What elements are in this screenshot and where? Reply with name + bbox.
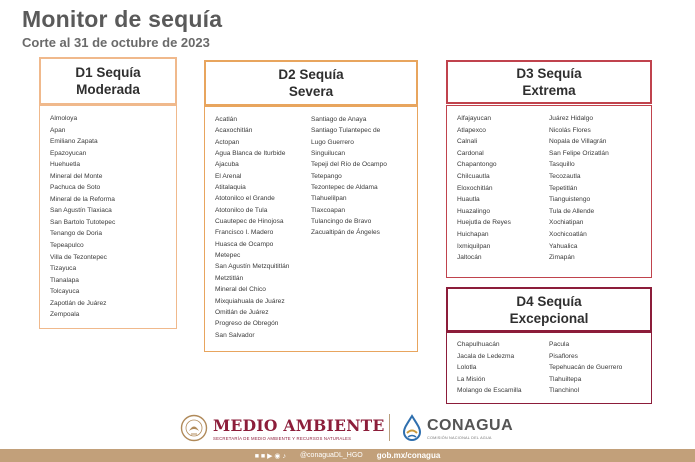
social-handle: @conaguaDL_HGO bbox=[299, 452, 363, 459]
municipality-item: Tepehuacán de Guerrero bbox=[549, 364, 623, 372]
municipality-item: Huasca de Ocampo bbox=[215, 240, 274, 248]
d1-header bbox=[39, 57, 177, 105]
municipality-item: Chilcuautla bbox=[457, 172, 490, 180]
municipality-item: Pacula bbox=[549, 341, 570, 348]
municipality-item: Xochiatipan bbox=[549, 219, 584, 227]
municipality-item: Pachuca de Soto bbox=[50, 184, 101, 192]
municipality-item: Tlanalapa bbox=[50, 276, 79, 284]
municipality-item: San Bartolo Tutotepec bbox=[50, 218, 116, 226]
social-icons: ■ ■ ▶ ◉ ♪ bbox=[254, 452, 286, 460]
d2-title-line2: Severa bbox=[288, 84, 334, 99]
d3-column-2 bbox=[549, 113, 609, 264]
d2-header bbox=[204, 60, 418, 106]
municipality-item: Mixquiahuala de Juárez bbox=[215, 297, 285, 305]
municipality-item: Santiago de Anaya bbox=[311, 116, 367, 123]
municipality-item: Tepetitlán bbox=[549, 184, 578, 192]
municipality-item: San Agustín Tlaxiaca bbox=[50, 207, 112, 215]
municipality-item: Zimapán bbox=[549, 254, 575, 262]
municipality-item: Atotonilco de Tula bbox=[215, 206, 268, 214]
d2-column-2 bbox=[311, 114, 387, 239]
municipality-item: Atitalaquia bbox=[215, 184, 246, 192]
municipality-item: Nicolás Flores bbox=[549, 126, 591, 134]
municipality-item: Tolcayuca bbox=[50, 288, 80, 296]
municipality-item: Alfajayucan bbox=[457, 115, 492, 122]
footer-band bbox=[0, 449, 695, 462]
municipality-item: Emiliano Zapata bbox=[50, 138, 98, 146]
municipality-item: Metepec bbox=[215, 252, 241, 260]
mexico-emblem-icon bbox=[180, 414, 208, 442]
municipality-item: Tenango de Doria bbox=[50, 230, 103, 238]
municipality-item: Atotonilco el Grande bbox=[215, 195, 275, 203]
municipality-item: Tizayuca bbox=[50, 265, 77, 273]
municipality-item: Mineral del Chico bbox=[215, 286, 266, 294]
d1-title-line2: Moderada bbox=[76, 82, 140, 97]
municipality-item: Cardonal bbox=[457, 149, 484, 157]
municipality-item: Mineral de la Reforma bbox=[50, 195, 115, 203]
municipality-item: Tlahuiltepa bbox=[549, 375, 582, 383]
municipality-item: Apan bbox=[50, 126, 66, 134]
d2-municipality-list bbox=[204, 106, 418, 352]
municipality-item: Epazoyucan bbox=[50, 149, 87, 157]
d1-column-1 bbox=[50, 113, 115, 321]
conagua-logo bbox=[401, 414, 513, 442]
page-title: Monitor de sequía bbox=[22, 6, 223, 32]
municipality-item: Tepeapulco bbox=[50, 242, 84, 250]
municipality-item: Agua Blanca de Iturbide bbox=[215, 150, 286, 158]
municipality-item: Mineral del Monte bbox=[50, 172, 103, 180]
d1-title-line1: D1 Sequía bbox=[75, 65, 141, 80]
municipality-item: Almoloya bbox=[50, 115, 78, 122]
municipality-item: Tulancingo de Bravo bbox=[311, 218, 372, 226]
semarnat-text: SECRETARÍA DE MEDIO AMBIENTE Y RECURSOS NATURALES bbox=[213, 435, 352, 441]
municipality-item: Tepeji del Río de Ocampo bbox=[311, 161, 387, 169]
d3-title-line2: Extrema bbox=[522, 83, 576, 98]
municipality-item: Huichapan bbox=[457, 230, 489, 238]
d4-column-1 bbox=[457, 339, 522, 397]
municipality-item: Tlanchinol bbox=[549, 387, 580, 395]
municipality-item: La Misión bbox=[457, 375, 486, 383]
conagua-subtext: COMISIÓN NACIONAL DEL AGUA bbox=[427, 435, 492, 440]
municipality-item: Villa de Tezontepec bbox=[50, 253, 107, 261]
municipality-item: San Agustín Metzquititlán bbox=[215, 263, 290, 271]
municipality-item: Zapotlán de Juárez bbox=[50, 299, 107, 307]
d3-municipality-list bbox=[446, 105, 652, 278]
municipality-item: Ixmiquilpan bbox=[457, 242, 491, 250]
municipality-item: Tasquillo bbox=[549, 161, 575, 169]
municipality-item: Tetepango bbox=[311, 172, 342, 180]
municipality-item: Zempoala bbox=[50, 311, 80, 319]
municipality-item: Lolotla bbox=[457, 364, 477, 372]
municipality-item: Tlaxcoapan bbox=[311, 206, 346, 214]
municipality-item: Huehuetla bbox=[50, 161, 81, 169]
municipality-item: Ajacuba bbox=[215, 161, 239, 169]
municipality-item: Acaxochitlán bbox=[215, 127, 253, 135]
municipality-item: Pisaflores bbox=[549, 352, 578, 360]
municipality-item: Tlahuelilpan bbox=[311, 195, 347, 203]
municipality-item: Eloxochitlán bbox=[457, 184, 493, 192]
municipality-item: Zacualtipán de Ángeles bbox=[311, 229, 380, 237]
municipality-item: Yahualica bbox=[549, 242, 578, 250]
d4-title-line1: D4 Sequía bbox=[516, 293, 582, 309]
municipality-item: Nopala de Villagrán bbox=[549, 138, 607, 146]
medio-ambiente-text: MEDIO AMBIENTE bbox=[213, 415, 385, 435]
d1-municipality-list bbox=[39, 105, 177, 329]
municipality-item: Chapantongo bbox=[457, 161, 497, 169]
municipality-item: Jaltocán bbox=[457, 254, 482, 262]
d2-title-line1: D2 Sequía bbox=[278, 67, 344, 82]
municipality-item: Molango de Escamilla bbox=[457, 387, 522, 395]
municipality-item: Huazalingo bbox=[457, 207, 490, 215]
municipality-item: Tezontepec de Aldama bbox=[311, 184, 378, 192]
municipality-item: San Salvador bbox=[215, 331, 255, 339]
d3-header bbox=[446, 60, 652, 104]
municipality-item: Xochicoatlán bbox=[549, 230, 587, 238]
municipality-item: Actopan bbox=[215, 138, 240, 146]
d4-header bbox=[446, 287, 652, 332]
municipality-item: Tula de Allende bbox=[549, 207, 595, 215]
municipality-item: Huejutla de Reyes bbox=[457, 219, 511, 227]
municipality-item: Tianguistengo bbox=[549, 196, 591, 204]
municipality-item: El Arenal bbox=[215, 172, 242, 180]
page-subtitle: Corte al 31 de octubre de 2023 bbox=[22, 35, 210, 50]
municipality-item: San Felipe Orizatlán bbox=[549, 149, 609, 157]
municipality-item: Lugo Guerrero bbox=[311, 138, 354, 146]
website-link[interactable]: gob.mx/conagua bbox=[376, 451, 441, 460]
d4-column-2 bbox=[549, 339, 622, 397]
municipality-item: Tecozautla bbox=[549, 172, 581, 180]
municipality-item: Progreso de Obregón bbox=[215, 320, 279, 328]
municipality-item: Acatlán bbox=[215, 116, 237, 123]
municipality-item: Juárez Hidalgo bbox=[549, 115, 593, 122]
municipality-item: Francisco I. Madero bbox=[215, 229, 274, 237]
municipality-item: Chapulhuacán bbox=[457, 341, 500, 348]
conagua-text: CONAGUA bbox=[427, 416, 514, 434]
municipality-item: Santiago Tulantepec de bbox=[311, 127, 381, 135]
d4-municipality-list bbox=[446, 332, 652, 404]
municipality-item: Calnali bbox=[457, 138, 478, 146]
d2-column-1 bbox=[215, 114, 289, 341]
d3-column-1 bbox=[457, 113, 511, 264]
medio-ambiente-logo bbox=[180, 414, 385, 442]
water-drop-icon bbox=[401, 414, 423, 442]
municipality-item: Atlapexco bbox=[457, 126, 486, 134]
logo-divider bbox=[389, 414, 390, 441]
municipality-item: Huautla bbox=[457, 196, 480, 204]
municipality-item: Metztitlán bbox=[215, 274, 244, 282]
municipality-item: Singuilucan bbox=[311, 150, 346, 158]
municipality-item: Cuautepec de Hinojosa bbox=[215, 218, 284, 226]
municipality-item: Omitlán de Juárez bbox=[215, 308, 269, 316]
municipality-item: Jacala de Ledezma bbox=[457, 352, 515, 360]
d3-title-line1: D3 Sequía bbox=[516, 66, 582, 81]
d4-title-line2: Excepcional bbox=[509, 310, 589, 326]
